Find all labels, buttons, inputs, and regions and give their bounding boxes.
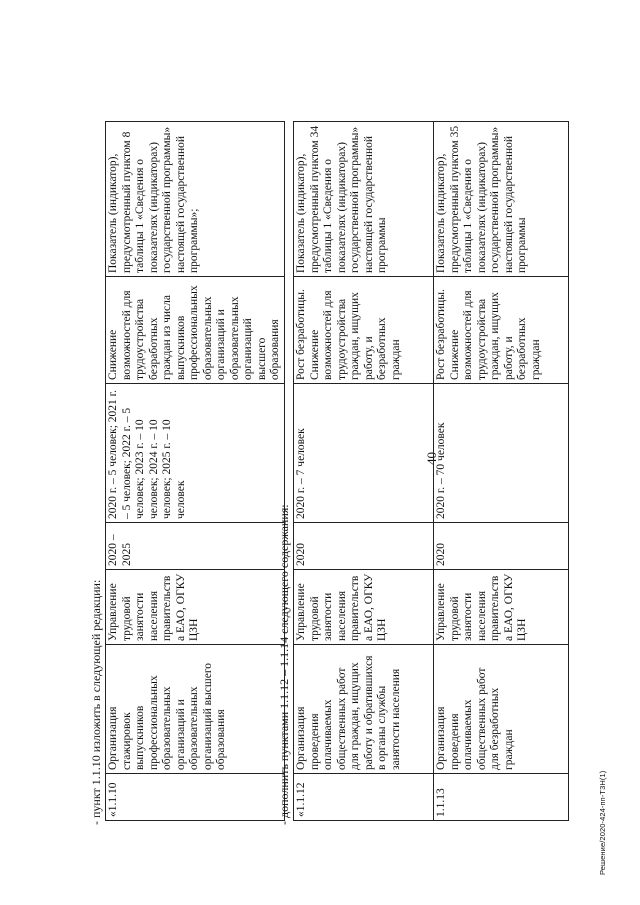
cell-num: «1.1.12 bbox=[294, 774, 434, 821]
cell-period: 2020 bbox=[434, 523, 569, 570]
cell-num: «1.1.10 bbox=[106, 774, 285, 821]
cell-indicator: Показатель (индикатор), предусмотренный пунктом 34 таблицы 1 «Сведения о показателях (индикаторах) государственной программы» настоящей государственной программы bbox=[294, 122, 434, 277]
table-row bbox=[434, 122, 569, 821]
cell-period: 2020 – 2025 bbox=[106, 523, 285, 570]
table-section2 bbox=[293, 121, 569, 821]
cell-name: Организация проведения оплачиваемых общественных работ для граждан, ищущих работу и обратившихся в органы службы занятости населения bbox=[294, 645, 434, 774]
cell-indicator: Показатель (индикатор), предусмотренный пунктом 8 таблицы 1 «Сведения о показателях (индикаторах) государственной программы» настоящей государственной программы»; bbox=[106, 122, 285, 277]
cell-executor: Управление трудовой занятости населения правительства ЕАО, ОГКУ ЦЗН bbox=[294, 570, 434, 645]
table-row bbox=[106, 122, 285, 821]
cell-period: 2020 bbox=[294, 523, 434, 570]
cell-name: Организация стажировок выпускников профессиональных образовательных организаций и образовательных организаций высшего образования bbox=[106, 645, 285, 774]
table-row bbox=[294, 122, 434, 821]
page-number: 40 bbox=[424, 452, 439, 465]
cell-executor: Управление трудовой занятости населения правительства ЕАО, ОГКУ ЦЗН bbox=[106, 570, 285, 645]
cell-name: Организация проведения оплачиваемых общественных работ для безработных граждан bbox=[434, 645, 569, 774]
cell-results: 2020 г. – 5 человек; 2021 г. – 5 человек; 2022 г. – 5 человек; 2023 г. – 10 человек; 2024 г. – 10 человек; 2025 г. – 10 человек bbox=[106, 384, 285, 523]
cell-indicator: Показатель (индикатор), предусмотренный пунктом 35 таблицы 1 «Сведения о показателях (индикаторах) государственной программы» настоящей государственной программы bbox=[434, 122, 569, 277]
cell-num: 1.1.13 bbox=[434, 774, 569, 821]
footer-document-id: Решение/2020-424-пп-Т3Н(1) bbox=[598, 770, 607, 875]
cell-consequences: Снижение возможностей для трудоустройства безработных граждан из числа выпускников профессиональных образовательных организаций и образовательных организаций высшего образования bbox=[106, 277, 285, 384]
section2-intro: - дополнить пунктами 1.1.12 – 1.1.14 следующего содержания: bbox=[277, 504, 291, 825]
section1-intro: - пункт 1.1.10 изложить в следующей редакции: bbox=[89, 579, 103, 825]
cell-results: 2020 г. – 7 человек bbox=[294, 384, 434, 523]
cell-results: 2020 г. – 70 человек bbox=[434, 384, 569, 523]
cell-consequences: Рост безработицы. Снижение возможностей для трудоустройства граждан, ищущих работу, и безработных граждан bbox=[434, 277, 569, 384]
cell-executor: Управление трудовой занятости населения правительства ЕАО, ОГКУ ЦЗН bbox=[434, 570, 569, 645]
table-section1 bbox=[105, 121, 285, 821]
cell-consequences: Рост безработицы. Снижение возможностей для трудоустройства граждан, ищущих работу, и безработных граждан bbox=[294, 277, 434, 384]
